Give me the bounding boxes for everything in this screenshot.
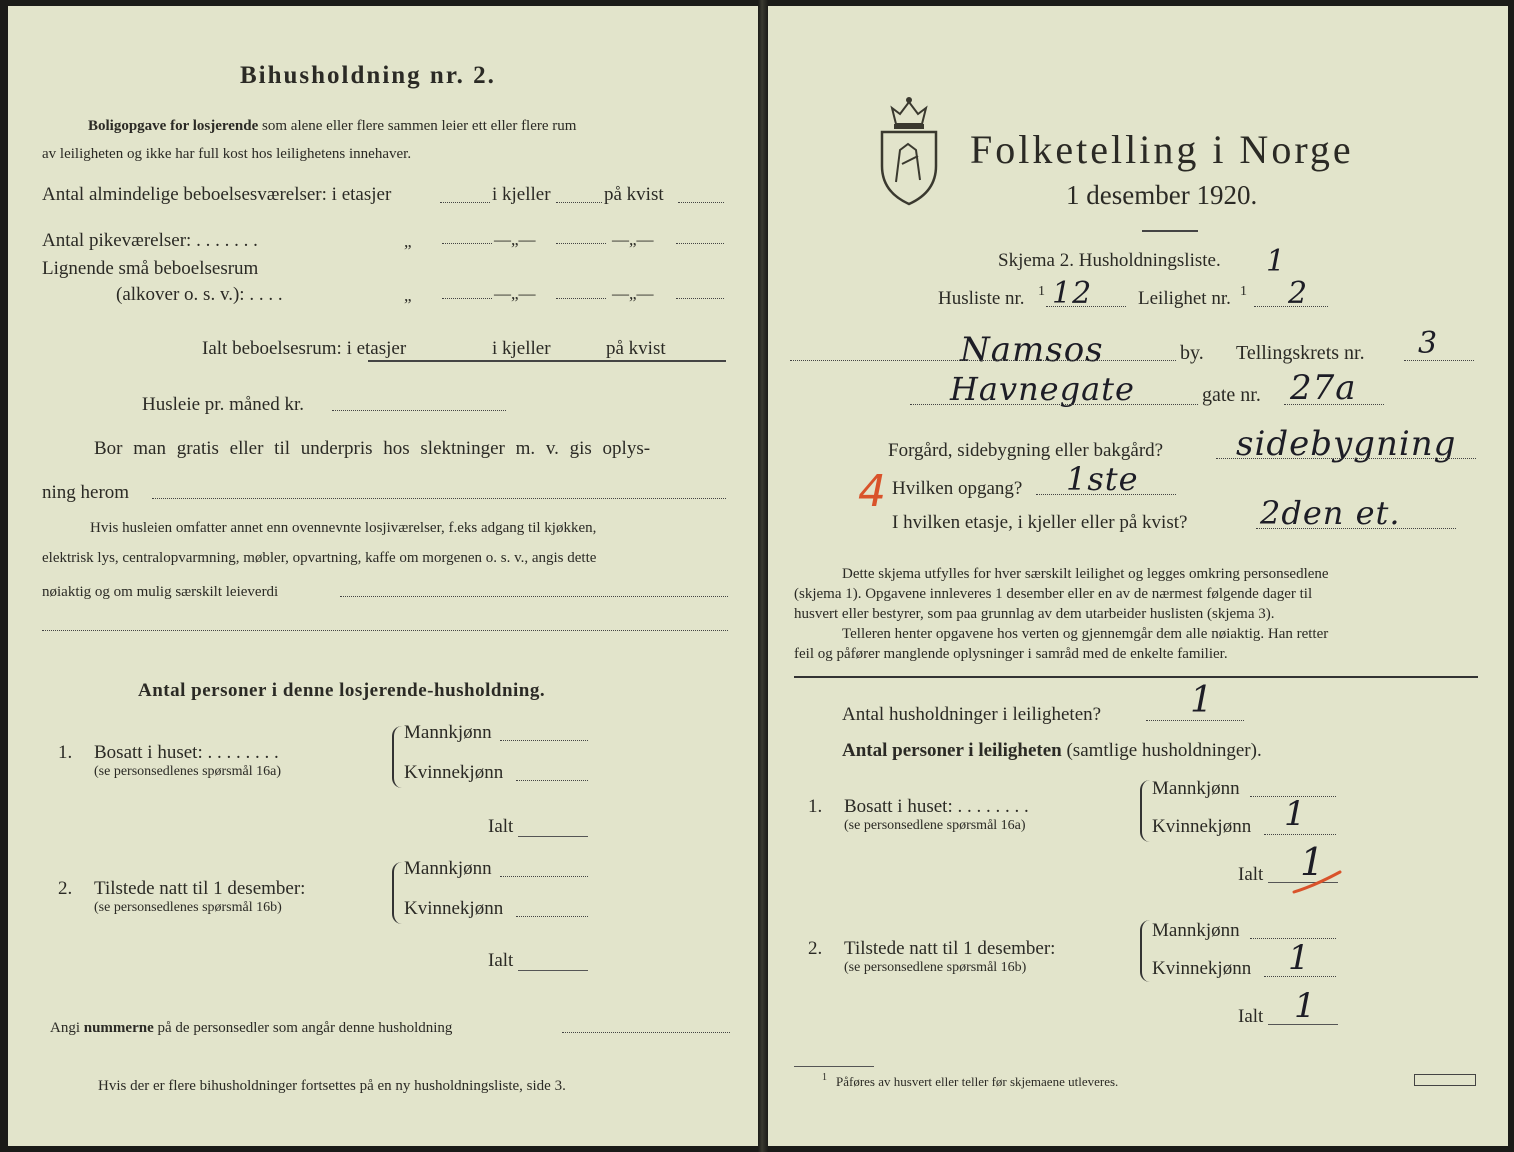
intro-line-1 (88, 118, 576, 135)
etasje-field (1256, 528, 1456, 529)
gate-field (910, 404, 1198, 405)
opgang-label: Hvilken opgang? (892, 478, 1023, 499)
rooms-kjeller-label: i kjeller (492, 184, 551, 205)
tellingskrets-field (1404, 360, 1474, 361)
skjema-number: 1 (1266, 244, 1287, 279)
rooms-kjeller-field (556, 202, 602, 203)
right-persons-title (842, 740, 1262, 762)
lignende-ditto-2: —„— (494, 284, 536, 303)
by-field (790, 360, 1176, 361)
left-footer: Hvis der er flere bihusholdninger fortsettes på en ny husholdningsliste, side 3. (98, 1078, 566, 1094)
right-q2-ialt-value: 1 (1294, 986, 1317, 1026)
right-q1-kvinne-field (1264, 834, 1336, 835)
left-q2-mann-field (500, 876, 588, 877)
forgard-value: sidebygning (1236, 424, 1457, 464)
leilighet-field (1254, 306, 1328, 307)
gratis-line-2: ning herom (42, 482, 130, 503)
right-persons-rest: (samtlige husholdninger). (1066, 740, 1262, 761)
angi-bold: nummerne (83, 1020, 154, 1036)
gate-nr-field (1284, 404, 1384, 405)
title-rule (1142, 230, 1198, 232)
note-field (340, 596, 728, 597)
rooms-label: Antal almindelige beboelsesværelser: i etasjer (42, 184, 392, 205)
by-value: Namsos (960, 330, 1104, 370)
left-q2-ialt-label: Ialt (488, 950, 514, 971)
ialt-kjeller-label: i kjeller (492, 338, 551, 359)
rooms-kvist-field (678, 202, 724, 203)
lignende-field-1 (442, 298, 492, 299)
angi-line (50, 1020, 452, 1037)
rooms-kvist-label: på kvist (604, 184, 664, 205)
skjema-label: Skjema 2. Husholdningsliste. (998, 250, 1221, 271)
right-q2-mann-label: Mannkjønn (1152, 920, 1240, 941)
red-check-mark-icon (1290, 866, 1346, 896)
left-q1-number: 1. (58, 742, 73, 763)
left-q1-kvinne-label: Kvinnekjønn (404, 762, 504, 783)
right-q2-ialt-label: Ialt (1238, 1006, 1264, 1027)
etasje-label: I hvilken etasje, i kjeller eller på kvist? (892, 512, 1188, 533)
red-margin-mark: 4 (858, 466, 886, 517)
tellingskrets-value: 3 (1418, 326, 1439, 361)
right-q2-kvinne-value: 1 (1288, 938, 1311, 978)
husliste-value: 12 (1052, 276, 1093, 311)
husleie-field (332, 410, 506, 411)
pike-field-1 (442, 243, 492, 244)
leilighet-label: Leilighet nr. (1138, 288, 1231, 309)
right-q2-number: 2. (808, 938, 823, 959)
note-line-3: nøiaktig og om mulig særskilt leieverdi (42, 584, 279, 600)
section-rule (794, 676, 1478, 678)
left-q2-sub: (se personsedlenes spørsmål 16b) (94, 900, 282, 915)
left-q1-mann-field (500, 740, 588, 741)
instructions-line-1: Dette skjema utfylles for hver særskilt leilighet og legges omkring personsedlene (842, 566, 1329, 582)
left-title: Bihusholdning nr. 2. (240, 62, 496, 89)
note-field-2 (42, 630, 728, 631)
lignende-field-3 (676, 298, 724, 299)
right-q2-label: Tilstede natt til 1 desember: (844, 938, 1056, 959)
by-label: by. (1180, 342, 1204, 364)
right-q1-kvinne-label: Kvinnekjønn (1152, 816, 1252, 837)
right-q2-ialt-field (1268, 1024, 1338, 1025)
footnote-rule (794, 1066, 874, 1067)
left-q1-brace (392, 726, 402, 788)
intro-line-2: av leiligheten og ikke har full kost hos leilighetens innehaver. (42, 146, 412, 162)
left-q2-label: Tilstede natt til 1 desember: (94, 878, 306, 899)
husholdninger-label: Antal husholdninger i leiligheten? (842, 704, 1102, 725)
ialt-kvist-label: på kvist (606, 338, 666, 359)
intro-bold: Boligopgave for losjerende (88, 118, 259, 134)
right-q1-sub: (se personsedlene spørsmål 16a) (844, 818, 1026, 833)
lignende-label-1: Lignende små beboelsesrum (42, 258, 259, 279)
left-q2-ialt-field (518, 970, 588, 971)
gratis-field (152, 498, 726, 499)
right-q2-kvinne-field (1264, 976, 1336, 977)
leilighet-sup: 1 (1240, 284, 1247, 299)
footnote-text: Påføres av husvert eller teller før skjemaene utleveres. (836, 1074, 1119, 1089)
left-q1-ialt-field (518, 836, 588, 837)
husleie-label: Husleie pr. måned kr. (142, 394, 304, 415)
printer-stamp (1414, 1074, 1476, 1086)
gate-label: gate nr. (1202, 384, 1261, 406)
husholdninger-value: 1 (1190, 680, 1214, 721)
instructions-line-5: feil og påfører manglende oplysninger i samråd med de enkelte familier. (794, 646, 1228, 662)
ialt-rooms-label: Ialt beboelsesrum: i etasjer (202, 338, 407, 359)
right-q1-brace (1140, 780, 1150, 842)
left-q1-ialt-label: Ialt (488, 816, 514, 837)
left-q2-kvinne-field (516, 916, 588, 917)
intro-rest: som alene eller flere sammen leier ett eller flere rum (262, 118, 577, 134)
right-q1-ialt-label: Ialt (1238, 864, 1264, 885)
etasje-value: 2den et. (1260, 494, 1401, 532)
leilighet-value: 2 (1288, 276, 1309, 311)
right-q1-number: 1. (808, 796, 823, 817)
page-fold (758, 0, 768, 1152)
tellingskrets-label: Tellingskrets nr. (1236, 342, 1365, 364)
left-q2-number: 2. (58, 878, 73, 899)
note-line-2: elektrisk lys, centralopvarmning, møbler, opvartning, kaffe om morgenen o. s. v., angis dette (42, 550, 597, 566)
note-line-1: Hvis husleien omfatter annet enn ovennevnte losjiværelser, f.eks adgang til kjøkken, (90, 520, 597, 536)
left-q2-mann-label: Mannkjønn (404, 858, 492, 879)
instructions-line-3: husvert eller bestyrer, som paa grunnlag av dem utarbeider huslisten (skjema 3). (794, 606, 1275, 622)
opgang-field (1036, 494, 1176, 495)
opgang-value: 1ste (1066, 460, 1139, 498)
right-q2-sub: (se personsedlene spørsmål 16b) (844, 960, 1027, 975)
lignende-ditto-3: —„— (612, 284, 654, 303)
pike-label: Antal pikeværelser: . . . . . . . (42, 230, 258, 251)
lignende-label-2: (alkover o. s. v.): . . . . (116, 284, 283, 305)
husliste-sup: 1 (1038, 284, 1045, 299)
right-q1-ialt-value: 1 (1300, 840, 1326, 884)
ialt-rooms-underline (368, 360, 726, 362)
footnote-number: 1 (822, 1072, 827, 1083)
husliste-label: Husliste nr. (938, 288, 1025, 309)
left-q1-label: Bosatt i huset: . . . . . . . . (94, 742, 279, 763)
right-q1-mann-label: Mannkjønn (1152, 778, 1240, 799)
rooms-etasjer-field (440, 202, 490, 203)
right-q2-kvinne-label: Kvinnekjønn (1152, 958, 1252, 979)
instructions-line-2: (skjema 1). Opgavene innleveres 1 desember eller en av de nærmest følgende dager til (794, 586, 1313, 602)
angi-rest: på de personsedler som angår denne husholdning (157, 1020, 453, 1036)
angi-pre: Angi (50, 1020, 80, 1036)
left-persons-title: Antal personer i denne losjerende-husholdning. (138, 680, 546, 701)
right-q2-brace (1140, 920, 1150, 982)
left-q1-mann-label: Mannkjønn (404, 722, 492, 743)
pike-ditto-2: —„— (494, 230, 536, 249)
gratis-line-1: Bor man gratis eller til underpris hos slektninger m. v. gis oplys- (94, 438, 651, 459)
left-q1-kvinne-field (516, 780, 588, 781)
forgard-label: Forgård, sidebygning eller bakgård? (888, 440, 1164, 461)
left-q1-sub: (se personsedlenes spørsmål 16a) (94, 764, 282, 779)
left-q2-brace (392, 862, 402, 924)
census-date: 1 desember 1920. (1066, 180, 1258, 210)
pike-ditto: „ (404, 232, 412, 251)
coat-of-arms-icon (876, 94, 942, 206)
gate-value: Havnegate (950, 370, 1135, 408)
pike-field-2 (556, 243, 606, 244)
pike-ditto-3: —„— (612, 230, 654, 249)
left-q2-kvinne-label: Kvinnekjønn (404, 898, 504, 919)
lignende-ditto: „ (404, 286, 412, 305)
gate-nr-value: 27a (1290, 368, 1357, 408)
pike-field-3 (676, 243, 724, 244)
forgard-field (1216, 458, 1476, 459)
instructions-line-4: Telleren henter opgavene hos verten og gjennemgår dem alle nøiaktig. Han retter (842, 626, 1329, 642)
left-page (8, 6, 760, 1146)
right-persons-bold: Antal personer i leiligheten (842, 740, 1062, 761)
husholdninger-field (1146, 720, 1244, 721)
right-title: Folketelling i Norge (970, 127, 1354, 172)
right-q1-label: Bosatt i huset: . . . . . . . . (844, 796, 1029, 817)
husliste-field (1046, 306, 1126, 307)
lignende-field-2 (556, 298, 606, 299)
angi-field (562, 1032, 730, 1033)
right-q1-kvinne-value: 1 (1284, 794, 1307, 834)
